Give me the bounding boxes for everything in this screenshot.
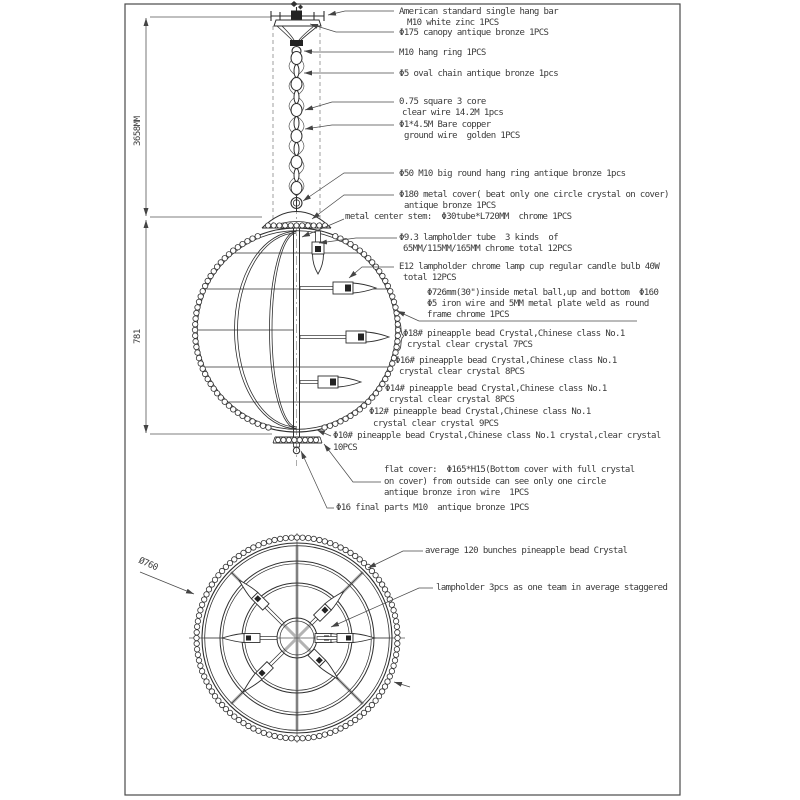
- annotation-label: Φ14# pineapple bead Crystal,Chinese class No.1: [385, 384, 607, 394]
- annotation-label: antique bronze 1PCS: [404, 201, 496, 211]
- leader-line: [328, 11, 394, 15]
- dimension-text-plan-diameter: Ø760: [136, 556, 159, 574]
- annotation-label: Φ9.3 lampholder tube 3 kinds of: [399, 233, 559, 243]
- front-view: [192, 1, 403, 466]
- annotation-label: Φ726mm(30")inside metal ball,up and bottom Φ160: [427, 288, 659, 298]
- canopy-cone: [277, 26, 318, 46]
- annotation-label: lampholder 3pcs as one team in average staggered: [436, 583, 668, 593]
- candle-lamp-vertical: [312, 231, 324, 274]
- annotation-label: Φ18# pineapple bead Crystal,Chinese class No.1: [403, 329, 625, 339]
- plan-candle-lamp: [308, 649, 341, 682]
- annotation-label: crystal clear crystal 9PCS: [373, 419, 499, 429]
- plan-candle-lamp: [222, 634, 277, 643]
- annotation-label: American standard single hang bar: [399, 7, 559, 17]
- candle-lamp-arm-mid: [300, 376, 361, 388]
- leader-line: [305, 125, 394, 129]
- annotation-label: total 12PCS: [403, 273, 457, 283]
- annotation-label: crystal clear crystal 8PCS: [399, 367, 525, 377]
- hang-bar: [271, 7, 324, 22]
- plan-view: [189, 533, 405, 743]
- flat-cover-crystal-beads: [275, 437, 318, 442]
- annotation-label: crystal clear crystal 8PCS: [389, 395, 515, 405]
- big-round-hang-ring: [291, 196, 302, 212]
- annotation-label: M10 hang ring 1PCS: [399, 48, 486, 58]
- annotation-label: flat cover: Φ165*H15(Bottom cover with full crystal: [384, 465, 635, 475]
- annotation-label: Φ50 M10 big round hang ring antique bronze 1pcs: [399, 169, 626, 179]
- oval-chain: [289, 52, 304, 200]
- annotation-label: average 120 bunches pineapple bead Crystal: [425, 546, 628, 556]
- leader-line: [140, 572, 194, 594]
- annotation-label: Φ180 metal cover( beat only one circle crystal on cover): [399, 190, 669, 200]
- annotation-label: antique bronze iron wire 1PCS: [384, 488, 529, 498]
- annotation-label: on cover) from outside can see only one circle: [384, 477, 606, 487]
- leader-line: [301, 451, 334, 508]
- dimension-text-ball-height: 781: [133, 329, 143, 344]
- annotation-label: Φ175 canopy antique bronze 1PCS: [399, 28, 549, 38]
- annotation-label: ground wire golden 1PCS: [404, 131, 520, 141]
- dimension-text-total-drop: 3658MM: [133, 116, 143, 146]
- dimension-total-drop: [146, 17, 271, 217]
- annotation-label: Φ16 final parts M10 antique bronze 1PCS: [336, 503, 529, 513]
- leader-line: [394, 682, 410, 687]
- leader-line: [305, 102, 394, 110]
- plan-candle-lamp: [236, 577, 286, 627]
- annotation-label: Φ16# pineapple bead Crystal,Chinese class No.1: [395, 356, 617, 366]
- plan-candle-lamp: [308, 588, 347, 627]
- annotation-label: M10 white zinc 1PCS: [407, 18, 499, 28]
- leader-line: [303, 173, 394, 201]
- leader-line: [319, 238, 397, 243]
- candle-lamp-arm-long: [300, 331, 389, 343]
- leader-line: [310, 24, 394, 32]
- annotation-label: Φ10# pineapple bead Crystal,Chinese class No.1 crystal,clear crystal: [333, 431, 661, 441]
- annotation-label: clear wire 14.2M 1pcs: [402, 108, 504, 118]
- annotation-label: crystal clear crystal 7PCS: [407, 340, 533, 350]
- annotation-label: Φ12# pineapple bead Crystal,Chinese class No.1: [369, 407, 591, 417]
- annotation-label: Φ5 iron wire and 5MM metal plate weld as round: [427, 299, 649, 309]
- annotation-label: 0.75 square 3 core: [399, 97, 486, 107]
- candle-lamp-arm-short: [300, 282, 376, 294]
- annotation-label: metal center stem: Φ30tube*L720MM chrome 1PCS: [345, 212, 572, 222]
- annotation-label: Φ5 oval chain antique bronze 1pcs: [399, 69, 559, 79]
- leader-line: [368, 551, 423, 568]
- leader-line: [304, 51, 394, 52]
- leader-line: [317, 430, 331, 436]
- annotation-label: Φ1*4.5M Bare copper: [399, 120, 491, 130]
- plan-candle-lamp: [240, 649, 286, 695]
- annotation-label: 65MM/115MM/165MM chrome total 12PCS: [403, 244, 572, 254]
- leader-line: [349, 267, 394, 278]
- annotation-label: E12 lampholder chrome lamp cup regular candle bulb 40W: [399, 262, 660, 272]
- cover-crystal-beads: [265, 223, 327, 228]
- annotation-label: frame chrome 1PCS: [427, 310, 509, 320]
- annotation-label: 10PCS: [333, 443, 358, 453]
